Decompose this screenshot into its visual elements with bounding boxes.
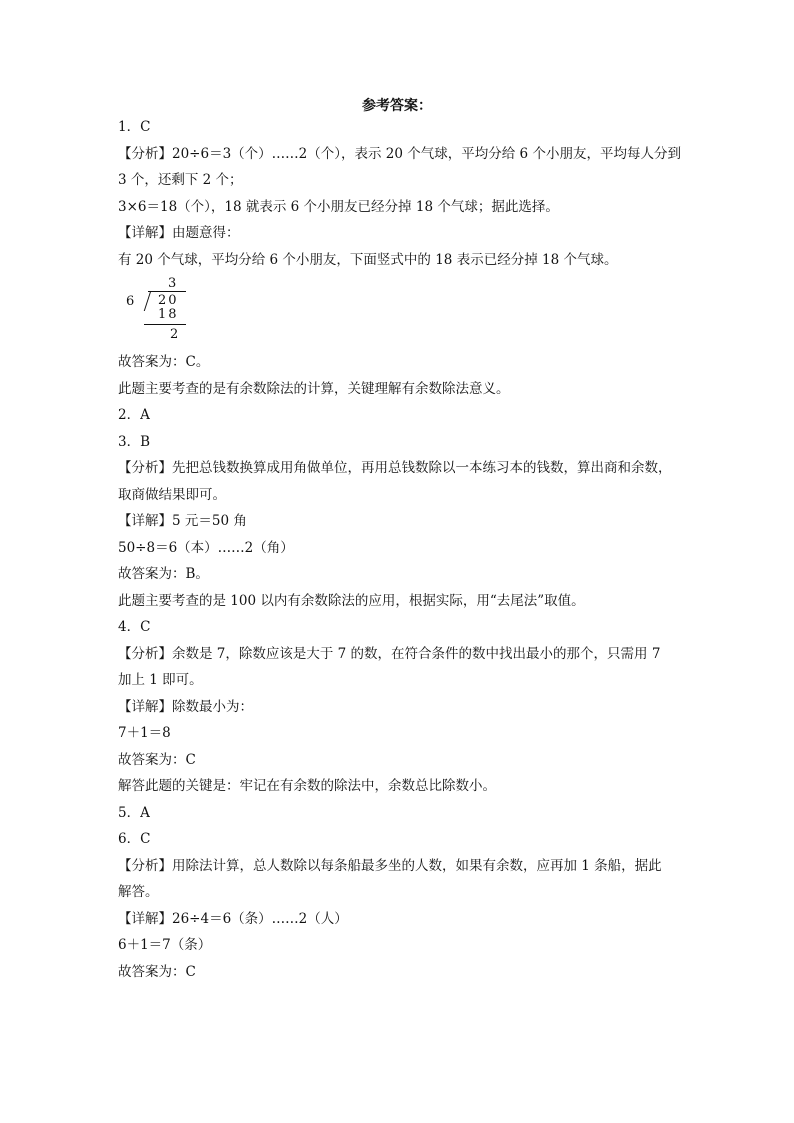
text-line: 4．C — [118, 619, 151, 635]
text-line: 5．A — [118, 804, 150, 821]
text-line: 3 个，还剩下 2 个； — [118, 172, 243, 188]
division-quotient: 3 — [168, 276, 177, 291]
long-division — [118, 273, 198, 349]
text-line: 3．B — [118, 433, 151, 450]
text-line: 2．A — [118, 407, 150, 423]
text-line: 6．C — [118, 831, 151, 847]
text-line: 7＋1＝8 — [118, 725, 171, 741]
text-line: 有 20 个气球，平均分给 6 个小朋友，下面竖式中的 18 表示已经分掉 18 个气球。 — [118, 251, 618, 268]
text-line: 取商做结果即可。 — [118, 486, 226, 503]
text-line: 3×6＝18（个），18 就表示 6 个小朋友已经分掉 18 个气球；据此选择。 — [118, 198, 559, 215]
text-line: 50÷8＝6（本）……2（角） — [118, 539, 294, 556]
text-line: 加上 1 即可。 — [118, 672, 203, 688]
text-line: 6＋1＝7（条） — [118, 937, 212, 953]
text-line: 此题主要考查的是有余数除法的计算，关键理解有余数除法意义。 — [118, 380, 510, 397]
text-line: 【详解】26÷4＝6（条）……2（人） — [118, 910, 348, 927]
text-line: 【分析】用除法计算，总人数除以每条船最多坐的人数，如果有余数，应再加 1 条船，据此 — [118, 857, 662, 874]
division-product: 18 — [158, 307, 179, 322]
text-line: 【详解】除数最小为： — [118, 698, 253, 715]
page-title: 参考答案： — [362, 98, 432, 114]
text-line: 此题主要考查的是 100 以内有余数除法的应用，根据实际，用“去尾法”取值。 — [118, 592, 585, 609]
division-top-line — [148, 291, 186, 292]
text-line: 【详解】5 元＝50 角 — [118, 513, 247, 529]
division-bracket — [144, 291, 151, 311]
division-dividend: 20 — [158, 293, 179, 308]
text-line: 解答。 — [118, 884, 159, 900]
text-line: 【分析】余数是 7，除数应该是大于 7 的数，在符合条件的数中找出最小的那个，只需用 7 — [118, 645, 661, 662]
text-line: 1．C — [118, 119, 151, 135]
text-line: 解答此题的关键是：牢记在有余数的除法中，余数总比除数小。 — [118, 778, 496, 794]
text-line: 【分析】20÷6＝3（个）……2（个），表示 20 个气球，平均分给 6 个小朋友，平均每人分到 — [118, 145, 681, 162]
text-line: 故答案为：C。 — [118, 354, 210, 370]
text-line: 故答案为：B。 — [118, 566, 209, 582]
answer-content — [118, 114, 683, 985]
text-line: 故答案为：C — [118, 751, 196, 768]
division-subtraction-line — [144, 324, 186, 325]
text-line: 【详解】由题意得： — [118, 225, 240, 241]
text-line: 故答案为：C — [118, 963, 196, 980]
division-remainder: 2 — [170, 327, 179, 342]
division-divisor: 6 — [126, 294, 135, 309]
text-line: 【分析】先把总钱数换算成用角做单位，再用总钱数除以一本练习本的钱数，算出商和余数， — [118, 460, 672, 476]
